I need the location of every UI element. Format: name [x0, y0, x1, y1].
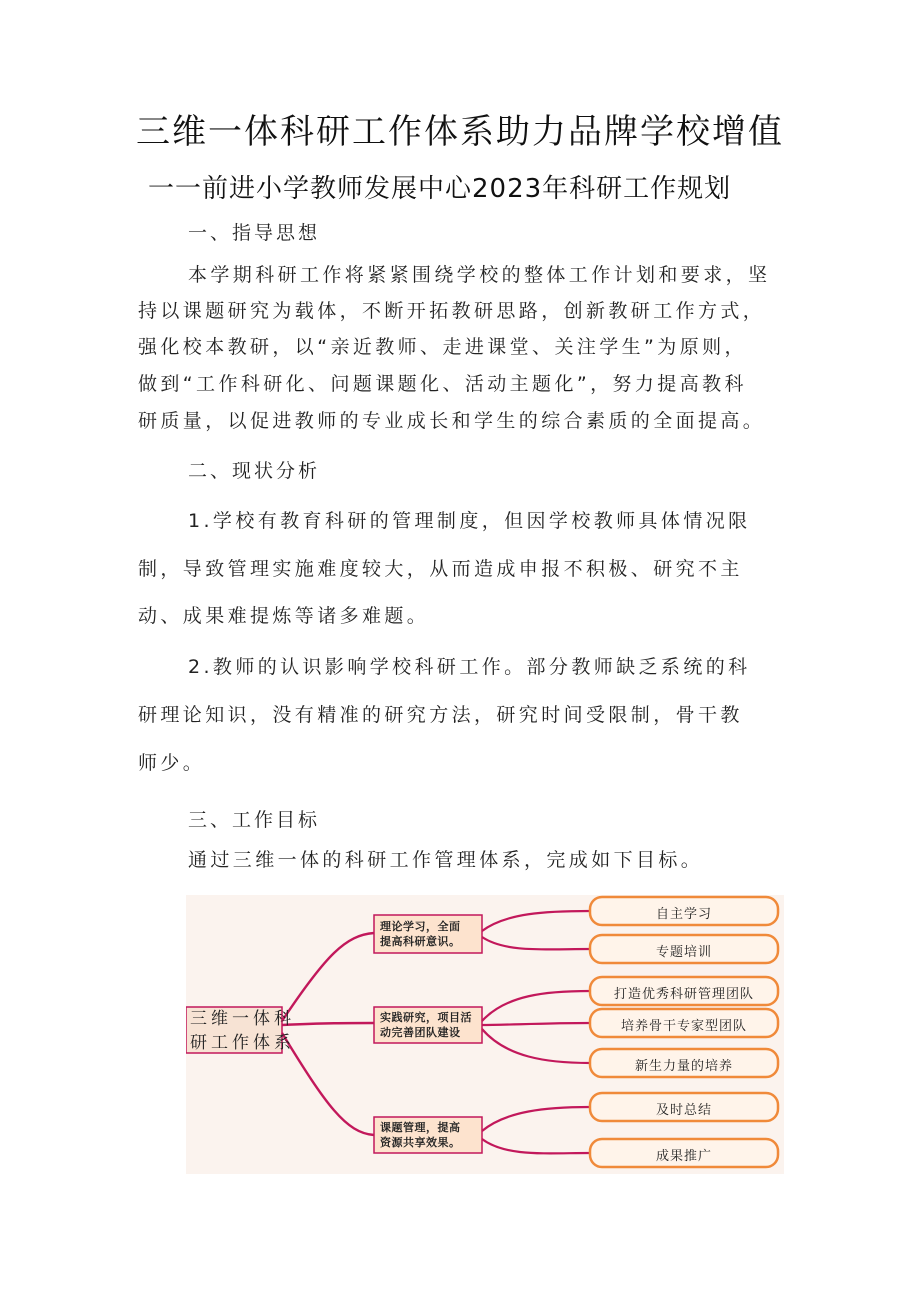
branch-label: 理论学习，全面 提高科研意识。 — [380, 920, 461, 948]
section-1-heading: 一、指导思想 — [188, 222, 321, 244]
section-2-heading: 二、现状分析 — [188, 460, 321, 482]
leaf-label: 及时总结 — [655, 1103, 712, 1118]
leaf-label: 自主学习 — [655, 907, 712, 922]
paragraph-line: 1.学校有教育科研的管理制度，但因学校教师具体情况限 — [188, 510, 751, 532]
paragraph-line: 2.教师的认识影响学校科研工作。部分教师缺乏系统的科 — [188, 656, 751, 678]
leaf-label: 专题培训 — [655, 945, 712, 960]
paragraph-line: 本学期科研工作将紧紧围绕学校的整体工作计划和要求，坚 — [188, 264, 771, 286]
paragraph-line: 做到“工作科研化、问题课题化、活动主题化”，努力提高教科 — [138, 373, 747, 395]
branch-connector — [282, 1023, 374, 1025]
paragraph-line: 制，导致管理实施难度较大，从而造成申报不积极、研究不主 — [138, 558, 743, 580]
paragraph-line: 研理论知识，没有精准的研究方法，研究时间受限制，骨干教 — [138, 704, 743, 726]
leaf-connector — [482, 937, 590, 949]
leaf-label: 成果推广 — [655, 1149, 712, 1164]
leaf-connector — [482, 1023, 590, 1025]
leaf-connector — [482, 991, 590, 1021]
paragraph-line: 动、成果难提炼等诸多难题。 — [138, 605, 430, 627]
leaf-connector — [482, 1139, 590, 1153]
leaf-connector — [482, 911, 590, 931]
paragraph-line: 师少。 — [138, 752, 206, 774]
branch-connector — [282, 933, 374, 1021]
leaf-label: 新生力量的培养 — [634, 1059, 733, 1074]
paragraph-line: 通过三维一体的科研工作管理体系，完成如下目标。 — [188, 849, 704, 871]
leaf-connector — [482, 1029, 590, 1063]
branch-label: 课题管理，提高 资源共享效果。 — [380, 1121, 461, 1149]
leaf-label: 培养骨干专家型团队 — [620, 1019, 747, 1034]
paragraph-line: 持以课题研究为载体，不断开拓教研思路，创新教研工作方式， — [138, 300, 766, 322]
leaf-connector — [482, 1107, 590, 1131]
branch-connector — [282, 1033, 374, 1135]
document-title: 三维一体科研工作体系助力品牌学校增值 — [136, 112, 784, 152]
root-label: 三维一体科 研工作体系 — [190, 1009, 295, 1053]
section-3-heading: 三、工作目标 — [188, 809, 321, 831]
mind-map-diagram — [186, 895, 784, 1174]
document-subtitle: 一一前进小学教师发展中心2023年科研工作规划 — [148, 174, 732, 204]
branch-label: 实践研究，项目活 动完善团队建设 — [380, 1011, 472, 1039]
paragraph-line: 强化校本教研，以“亲近教师、走进课堂、关注学生”为原则， — [138, 336, 747, 358]
paragraph-line: 研质量，以促进教师的专业成长和学生的综合素质的全面提高。 — [138, 410, 766, 432]
leaf-label: 打造优秀科研管理团队 — [613, 987, 754, 1002]
